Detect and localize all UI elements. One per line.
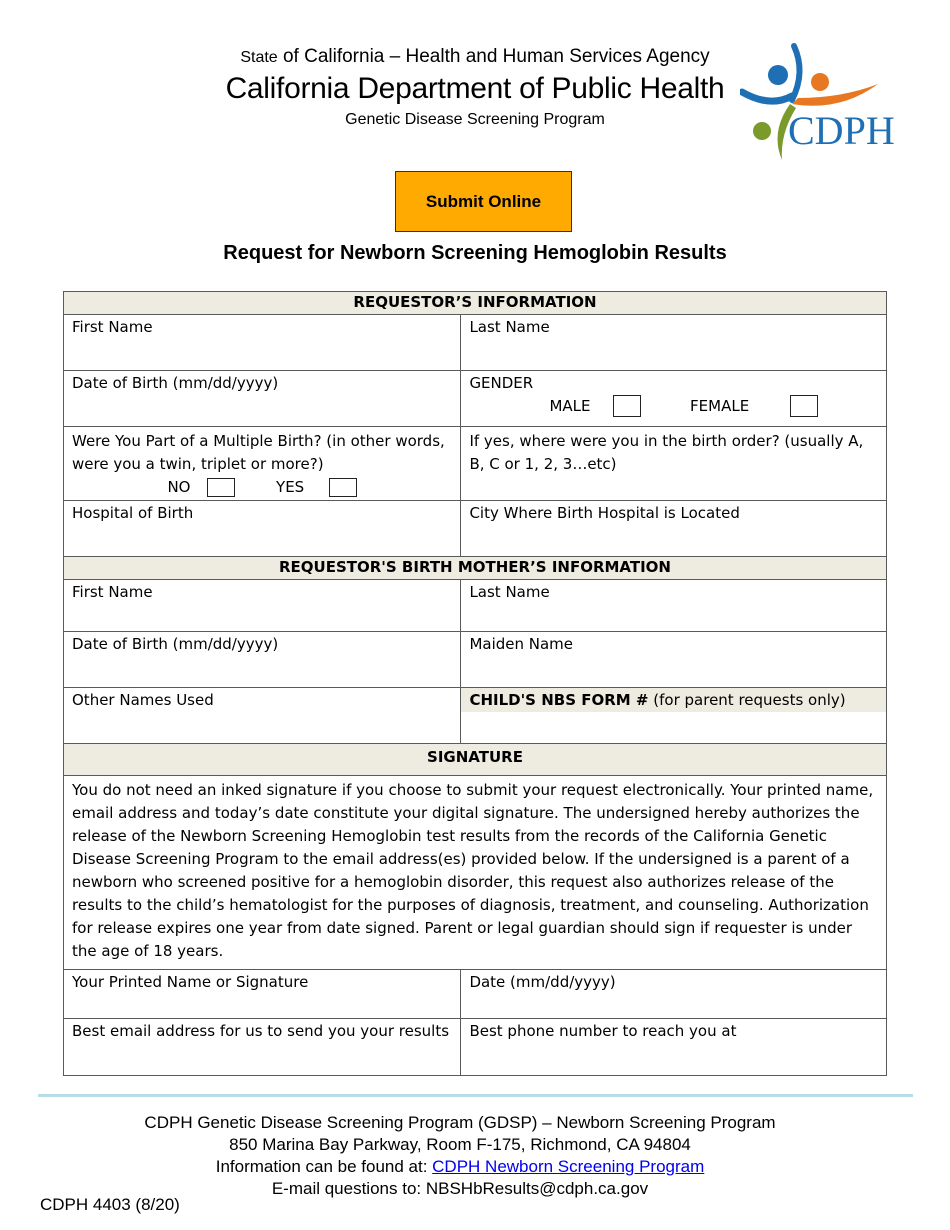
printed-name-field[interactable]: Your Printed Name or Signature (64, 970, 461, 1019)
submit-online-button[interactable]: Submit Online (395, 171, 572, 232)
nbs-form-field[interactable] (461, 688, 887, 744)
first-name-field[interactable]: First Name (64, 315, 461, 371)
male-label: MALE (549, 397, 591, 415)
phone-field[interactable]: Best phone number to reach you at (461, 1019, 887, 1076)
mother-last-name-field[interactable]: Last Name (461, 580, 887, 632)
city-field[interactable]: City Where Birth Hospital is Located (461, 501, 887, 557)
gender-cell (461, 371, 887, 427)
yes-label: YES (276, 478, 305, 496)
email-field[interactable]: Best email address for us to send you your results (64, 1019, 461, 1076)
mother-first-name-field[interactable]: First Name (64, 580, 461, 632)
female-label: FEMALE (690, 397, 750, 415)
form-title: Request for Newborn Screening Hemoglobin Results (223, 242, 727, 264)
multiple-birth-cell (64, 427, 461, 501)
section-signature: SIGNATURE (64, 744, 887, 776)
logo-text: CDPH (788, 108, 895, 153)
footer-divider (38, 1094, 913, 1097)
gender-label: GENDER (469, 374, 534, 392)
yes-checkbox[interactable] (329, 478, 357, 497)
department-name: California Department of Public Health (225, 72, 725, 105)
hospital-field[interactable]: Hospital of Birth (64, 501, 461, 557)
section-mother: REQUESTOR'S BIRTH MOTHER’S INFORMATION (64, 557, 887, 580)
section-requestor: REQUESTOR’S INFORMATION (64, 292, 887, 315)
maiden-name-field[interactable]: Maiden Name (461, 632, 887, 688)
other-names-field[interactable]: Other Names Used (64, 688, 461, 744)
male-checkbox[interactable] (613, 395, 641, 417)
program-name: Genetic Disease Screening Program (345, 111, 605, 128)
footer-info-line: Information can be found at: CDPH Newborn Screening Program (215, 1157, 705, 1176)
footer-line-1: CDPH Genetic Disease Screening Program (GDSP) – Newborn Screening Program (144, 1113, 776, 1132)
dob-field[interactable]: Date of Birth (mm/dd/yyyy) (64, 371, 461, 427)
footer-email-line: E-mail questions to: NBSHbResults@cdph.ca.gov (271, 1179, 649, 1198)
cdph-logo (740, 42, 912, 164)
no-checkbox[interactable] (207, 478, 235, 497)
multiple-birth-question: Were You Part of a Multiple Birth? (in other words, were you a twin, triplet or more?) (72, 432, 445, 473)
last-name-field[interactable]: Last Name (461, 315, 887, 371)
mother-dob-field[interactable]: Date of Birth (mm/dd/yyyy) (64, 632, 461, 688)
footer-address: 850 Marina Bay Parkway, Room F-175, Richmond, CA 94804 (229, 1135, 691, 1154)
footer (0, 1112, 920, 1200)
nbs-form-label: CHILD'S NBS FORM # (for parent requests only) (461, 688, 886, 712)
birth-order-field[interactable]: If yes, where were you in the birth order? (usually A, B, C or 1, 2, 3…etc) (461, 427, 887, 501)
newborn-screening-link[interactable]: CDPH Newborn Screening Program (432, 1157, 705, 1176)
letterhead (160, 44, 790, 131)
request-form (63, 291, 887, 1076)
agency-line: State of California – Health and Human Services Agency (240, 46, 710, 67)
female-checkbox[interactable] (790, 395, 818, 417)
no-label: NO (167, 478, 191, 496)
signature-disclaimer: You do not need an inked signature if you choose to submit your request electronically. Your printed name, email address and today’s date constitute your digital signature. The undersigned hereby authorizes the release of the Newborn Screening Hemoglobin test results from the records of the California Genetic Disease Screening Program to the email address(es) provided below. If the undersigned is a parent of a newborn who screened positive for a hemoglobin disorder, this request also authorizes release of the results to the child’s hematologist for the purposes of diagnosis, treatment, and counseling. Authorization for release expires one year from date signed. Parent or legal guardian should sign if requester is under the age of 18 years. (64, 776, 887, 970)
form-number: CDPH 4403 (8/20) (40, 1195, 180, 1214)
signature-date-field[interactable]: Date (mm/dd/yyyy) (461, 970, 887, 1019)
